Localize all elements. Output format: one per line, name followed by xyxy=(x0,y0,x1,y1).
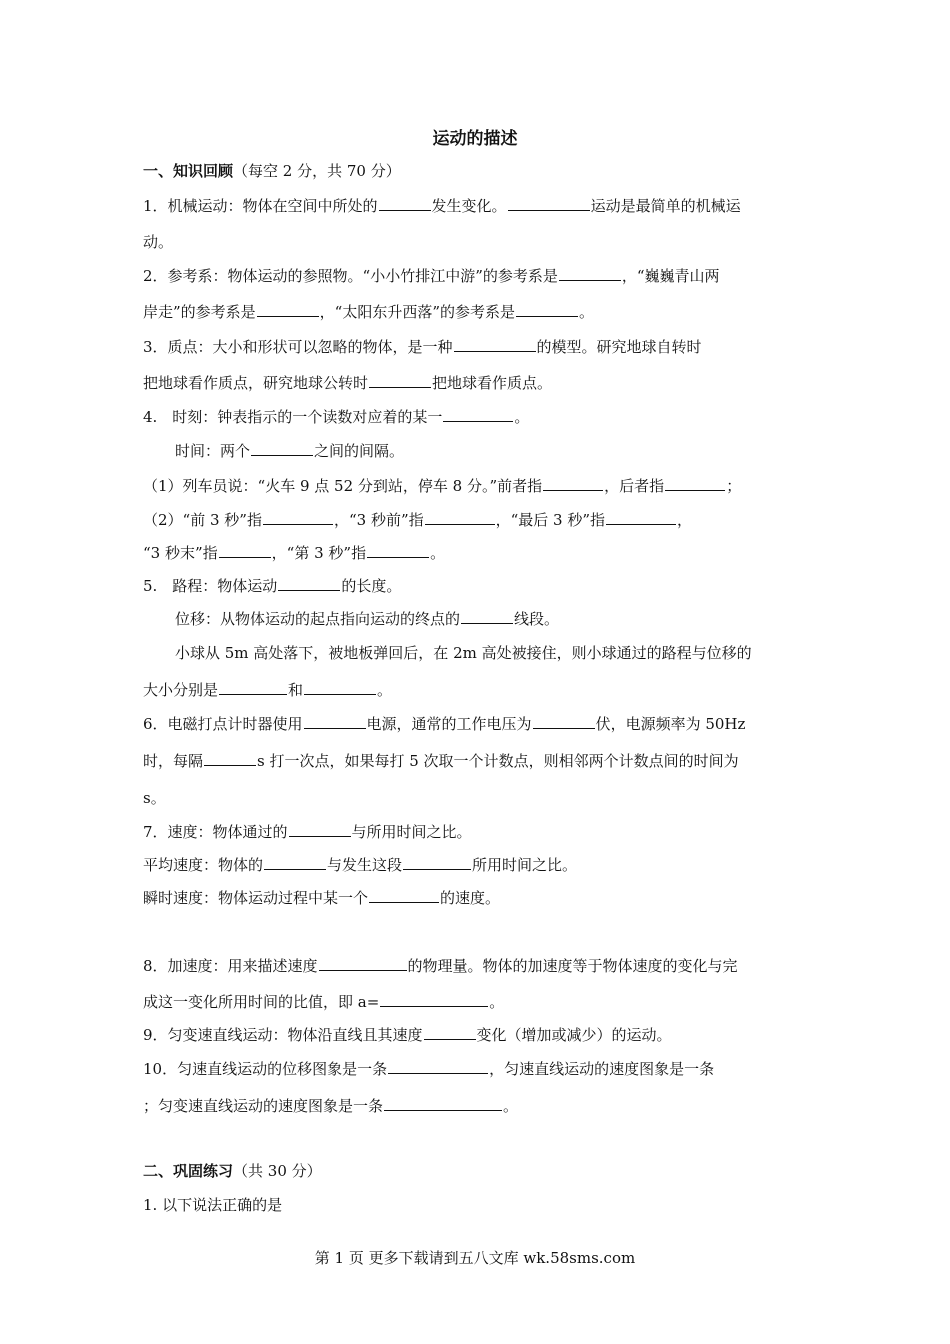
blank[interactable] xyxy=(425,510,495,525)
blank[interactable] xyxy=(559,266,621,281)
blank[interactable] xyxy=(606,510,676,525)
q4-line2: 时间：两个 之间的间隔。 xyxy=(175,442,405,460)
blank[interactable] xyxy=(289,822,351,837)
blank[interactable] xyxy=(367,543,429,558)
q9-line: 9．匀变速直线运动：物体沿直线且其速度 变化（增加或减少）的运动。 xyxy=(143,1026,672,1044)
blank[interactable] xyxy=(263,510,333,525)
blank[interactable] xyxy=(665,476,725,491)
practice-question-1: 1. 以下说法正确的是 xyxy=(143,1196,283,1214)
blank[interactable] xyxy=(264,855,326,870)
q1-line2: 动。 xyxy=(143,233,174,251)
q8-line1: 8．加速度：用来描述速度 的物理量。物体的加速度等于物体速度的变化与完 xyxy=(143,957,738,975)
section1-note: （每空 2 分，共 70 分） xyxy=(233,162,401,180)
q8-line2: 成这一变化所用时间的比值，即 a= 。 xyxy=(143,993,505,1011)
blank[interactable] xyxy=(508,196,590,211)
blank[interactable] xyxy=(388,1059,488,1074)
blank[interactable] xyxy=(516,302,578,317)
q2-line2: 岸走”的参考系是 ，“太阳东升西落”的参考系是 。 xyxy=(143,303,595,321)
q6-line1: 6．电磁打点计时器使用 电源，通常的工作电压为 伏，电源频率为 50Hz xyxy=(143,715,746,733)
q5-line4: 大小分别是 和 。 xyxy=(143,681,393,699)
page-footer: 第 1 页 更多下载请到五八文库 wk.58sms.com xyxy=(314,1249,636,1267)
blank[interactable] xyxy=(257,302,319,317)
blank[interactable] xyxy=(278,576,340,591)
blank[interactable] xyxy=(369,373,431,388)
blank[interactable] xyxy=(403,855,471,870)
blank[interactable] xyxy=(384,1096,502,1111)
blank[interactable] xyxy=(204,751,256,766)
blank[interactable] xyxy=(304,714,366,729)
section1-heading: 一、知识回顾 xyxy=(143,162,234,180)
blank[interactable] xyxy=(533,714,595,729)
section2-heading: 二、巩固练习 xyxy=(143,1162,234,1180)
blank[interactable] xyxy=(424,1025,476,1040)
q4-sub2-line1: （2）“前 3 秒”指 ，“3 秒前”指 ，“最后 3 秒”指 ， xyxy=(143,511,693,529)
q7-line1: 7．速度：物体通过的 与所用时间之比。 xyxy=(143,823,472,841)
blank[interactable] xyxy=(543,476,603,491)
section2-header xyxy=(143,1160,322,1182)
q4-line1: 4. 时刻：钟表指示的一个读数对应着的某一 。 xyxy=(143,408,530,426)
blank[interactable] xyxy=(219,680,287,695)
blank[interactable] xyxy=(251,441,313,456)
blank[interactable] xyxy=(219,543,271,558)
q3-line2: 把地球看作质点，研究地球公转时 把地球看作质点。 xyxy=(143,374,553,392)
q2-line1: 2．参考系：物体运动的参照物。“小小竹排江中游”的参考系是 ，“巍巍青山两 xyxy=(143,267,720,285)
blank[interactable] xyxy=(454,337,536,352)
q7-line2: 平均速度：物体的 与发生这段 所用时间之比。 xyxy=(143,856,578,874)
q1-line1: 1．机械运动：物体在空间中所处的 发生变化。 运动是最简单的机械运 xyxy=(143,197,741,215)
blank[interactable] xyxy=(304,680,376,695)
q6-line2: 时，每隔 s 打一次点，如果每打 5 次取一个计数点，则相邻两个计数点间的时间为 xyxy=(143,752,739,770)
section2-note: （共 30 分） xyxy=(233,1162,322,1180)
q10-line1: 10．匀速直线运动的位移图象是一条 ，匀速直线运动的速度图象是一条 xyxy=(143,1060,715,1078)
blank[interactable] xyxy=(379,196,431,211)
q5-line1: 5. 路程：物体运动 的长度。 xyxy=(143,577,402,595)
blank[interactable] xyxy=(369,888,439,903)
blank[interactable] xyxy=(380,992,488,1007)
q4-sub2-line2: “3 秒末”指 ，“第 3 秒”指 。 xyxy=(143,544,446,562)
blank[interactable] xyxy=(319,956,407,971)
q10-line2: ；匀变速直线运动的速度图象是一条 。 xyxy=(143,1097,519,1115)
q5-line3: 小球从 5m 高处落下，被地板弹回后，在 2m 高处被接住，则小球通过的路程与位移的 xyxy=(175,644,752,662)
q7-line3: 瞬时速度：物体运动过程中某一个 的速度。 xyxy=(143,889,501,907)
q5-line2: 位移：从物体运动的起点指向运动的终点的 线段。 xyxy=(175,610,560,628)
section1-header xyxy=(143,160,401,182)
q6-line3: s。 xyxy=(143,789,166,807)
blank[interactable] xyxy=(443,407,513,422)
blank[interactable] xyxy=(461,609,513,624)
page-title: 运动的描述 xyxy=(432,129,518,149)
q3-line1: 3．质点：大小和形状可以忽略的物体，是一种 的模型。研究地球自转时 xyxy=(143,338,702,356)
q4-sub1: （1）列车员说：“火车 9 点 52 分到站，停车 8 分。”前者指 ，后者指 ； xyxy=(143,477,742,495)
